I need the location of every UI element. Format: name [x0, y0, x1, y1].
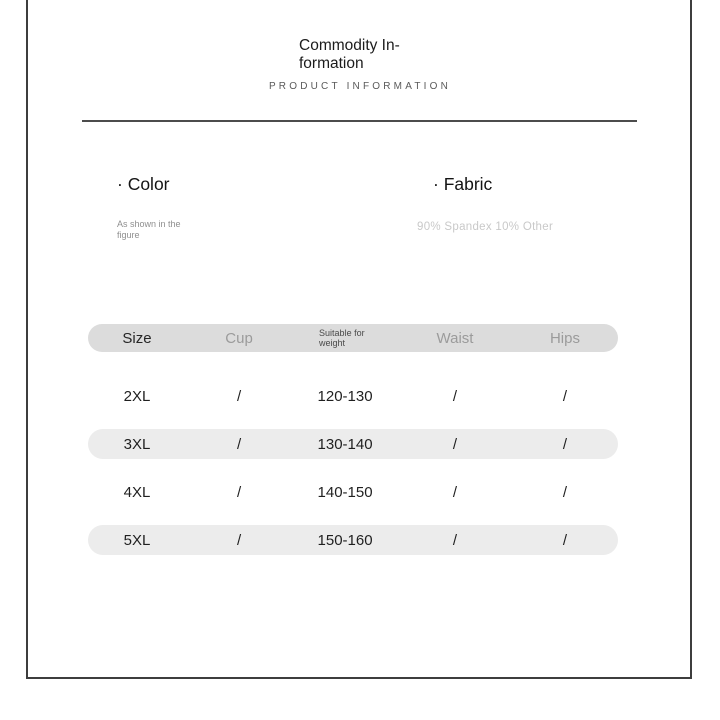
cell-weight: 140-150	[317, 483, 373, 501]
cell-weight: 120-130	[317, 387, 373, 405]
header-cell-weight: Suitable for weight	[319, 327, 365, 348]
cell-waist: /	[452, 531, 458, 549]
header-cell-cup: Cup	[225, 329, 253, 347]
cell-size: 2XL	[123, 387, 151, 405]
header-cell-size: Size	[122, 329, 152, 347]
header-cell-waist: Waist	[436, 329, 474, 347]
cell-hips: /	[562, 483, 568, 501]
cell-hips: /	[562, 531, 568, 549]
page-title-line1: Commodity In-	[299, 37, 400, 54]
table-row-5xl	[88, 525, 618, 555]
header-cell-hips: Hips	[549, 329, 580, 347]
page-title-line2: formation	[299, 54, 364, 72]
cell-waist: /	[452, 387, 458, 405]
cell-waist: /	[452, 483, 458, 501]
cell-weight: 130-140	[317, 435, 373, 453]
color-section-note: As shown in the figure	[117, 219, 181, 241]
cell-size: 3XL	[123, 435, 151, 453]
page-subtitle: PRODUCT INFORMATION	[268, 81, 452, 92]
table-row-4xl	[88, 477, 618, 507]
cell-cup: /	[236, 483, 242, 501]
size-table-header-row	[88, 324, 618, 352]
cell-size: 5XL	[123, 531, 151, 549]
cell-hips: /	[562, 387, 568, 405]
cell-weight: 150-160	[317, 531, 373, 549]
cell-cup: /	[236, 387, 242, 405]
cell-hips: /	[562, 435, 568, 453]
fabric-section-note: 90% Spandex 10% Other	[417, 221, 554, 233]
fabric-section-heading: · Fabric	[433, 174, 493, 194]
header-divider	[82, 120, 637, 122]
size-table	[88, 324, 618, 573]
cell-waist: /	[452, 435, 458, 453]
page-title	[0, 37, 720, 72]
cell-size: 4XL	[123, 483, 151, 501]
table-row-2xl	[88, 381, 618, 411]
cell-cup: /	[236, 531, 242, 549]
table-row-3xl	[88, 429, 618, 459]
color-section-heading: · Color	[117, 174, 170, 194]
cell-cup: /	[236, 435, 242, 453]
